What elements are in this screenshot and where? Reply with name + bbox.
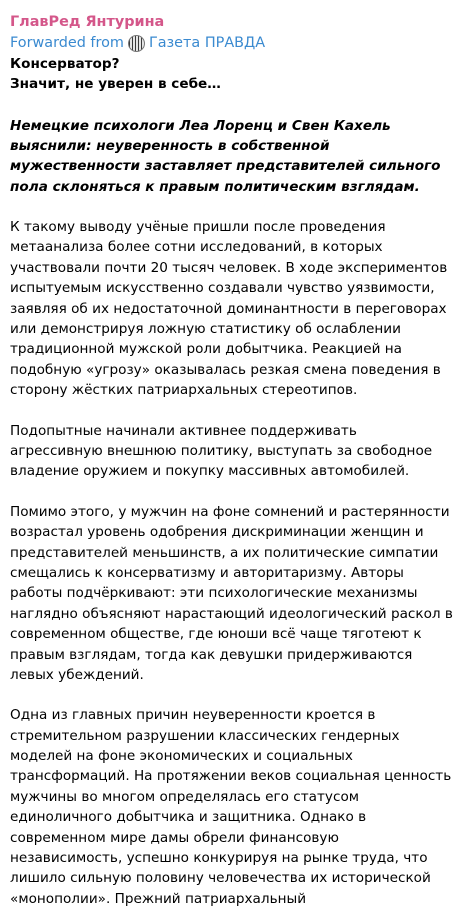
title-line-1: Консерватор? [10,55,120,72]
post-title [10,54,453,95]
title-line-2: Значит, не уверен в себе… [10,76,221,93]
forwarded-prefix: Forwarded from [10,34,124,51]
paragraph-gap [10,197,453,217]
lead-paragraph: Немецкие психологи Леа Лоренц и Свен Кахель выяснили: неуверенность в собственной мужественности заставляет представителей сильного пола склоняться к правым политическим взглядам. [10,117,441,195]
forwarded-header [10,33,453,54]
body-paragraph-3: Помимо этого, у мужчин на фоне сомнений и растерянности возрастал уровень одобрения дискриминации женщин и представителей меньшинств, а их политические симпатии смещались к консерватизму и авторитаризму. Авторы работы подчёркивают: эти психологические механизмы наглядно объясняют нарастающий идеологический раскол в современном обществе, где юноши всё чаще тяготеют к правым взглядам, тогда как девушки придерживаются левых убеждений. [10,503,453,683]
sender-name[interactable]: ГлавРед Янтурина [10,14,165,30]
paragraph-gap [10,482,453,502]
paragraph-gap [10,685,453,705]
body-paragraph-1: К такому выводу учёные пришли после проведения метаанализа более сотни исследований, в которых участвовали почти 20 тысяч человек. В ходе экспериментов испытуемым искусственно создавали чувство уязвимости, заявляя об их недостаточной доминантности в переговорах или демонстрируя ложную статистику об ослаблении традиционной мужской роли добытчика. Реакцией на подобную «угрозу» оказывалась резкая смена поведения в сторону жёстких патриархальных стереотипов. [10,219,448,399]
forwarded-source-name: Газета ПРАВДА [148,34,266,51]
body-paragraph-4: Одна из главных причин неуверенности кроется в стремительном разрушении классических гендерных моделей на фоне экономических и социальных трансформаций. На протяжении веков социальная ценность мужчины во многом определялась его статусом единоличного добытчика и защитника. Однако в современном мире дамы обрели финансовую независимость, успешно конкурируя на рынке труда, что лишило сильную половину человечества их исторической «монополии». Прежний патриархальный [10,707,452,907]
paragraph-gap [10,401,453,421]
forwarded-source-link[interactable] [128,33,265,54]
body-paragraph-2: Подопытные начинали активнее поддерживать агрессивную внешнюю политику, выступать за свободное владение оружием и покупку массивных автомобилей. [10,422,433,480]
newspaper-avatar-icon [128,35,145,52]
